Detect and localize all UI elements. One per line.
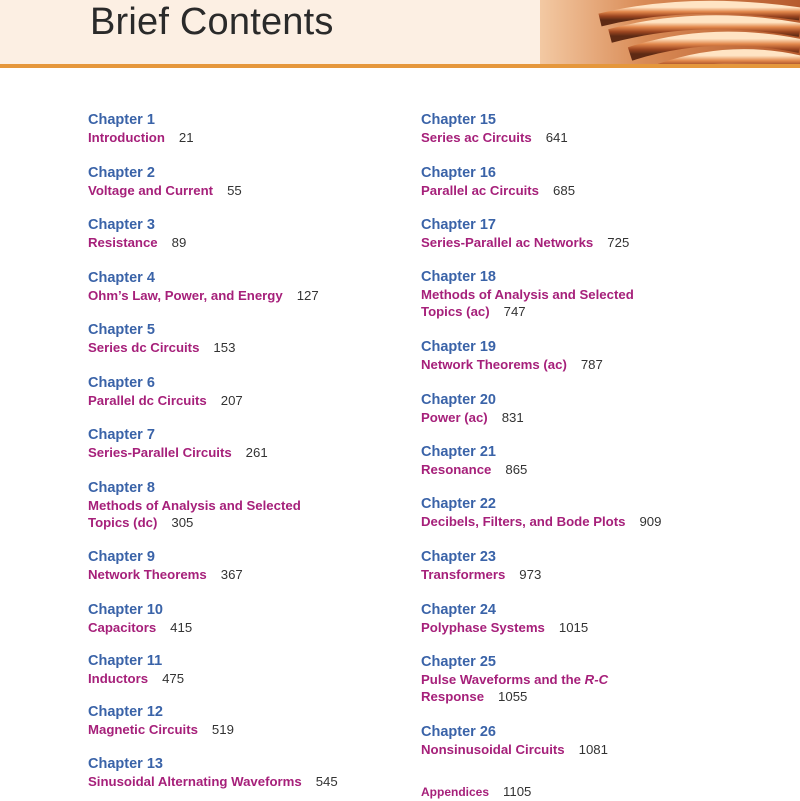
chapter-title: Resistance [88, 235, 158, 250]
chapter-title: Network Theorems [88, 567, 207, 582]
page-number: 865 [505, 462, 528, 477]
toc-entry[interactable] [421, 339, 741, 373]
toc-entry[interactable] [88, 322, 408, 356]
chapter-number: Chapter 19 [421, 339, 496, 355]
chapter-number: Chapter 13 [88, 756, 163, 772]
page-number: 973 [519, 567, 542, 582]
toc-entry[interactable] [88, 653, 408, 687]
chapter-number: Chapter 2 [88, 165, 155, 181]
page-number: 89 [171, 235, 187, 250]
toc-entry[interactable] [421, 602, 741, 636]
toc-entry[interactable] [421, 217, 741, 251]
page-number: 207 [220, 393, 243, 408]
chapter-number: Chapter 10 [88, 602, 163, 618]
chapter-number: Chapter 8 [88, 480, 155, 496]
toc-entry[interactable] [421, 112, 741, 146]
page-number: 1015 [558, 620, 589, 635]
toc-entry[interactable] [88, 375, 408, 409]
chapter-number: Chapter 3 [88, 217, 155, 233]
chapter-title-line [88, 619, 408, 636]
page-number: 475 [162, 671, 185, 686]
chapter-title-line: Methods of Analysis and Selected [88, 498, 301, 513]
toc-entry[interactable] [88, 480, 408, 531]
page-number: 545 [315, 774, 338, 789]
chapter-number: Chapter 6 [88, 375, 155, 391]
toc-entry[interactable] [421, 496, 741, 530]
chapter-title-line [421, 409, 741, 426]
chapter-number: Chapter 26 [421, 724, 496, 740]
chapter-number: Chapter 12 [88, 704, 163, 720]
chapter-title-line [88, 444, 408, 461]
chapter-title-line [421, 129, 741, 146]
toc-entry[interactable] [421, 549, 741, 583]
chapter-title: Sinusoidal Alternating Waveforms [88, 774, 302, 789]
toc-entry[interactable] [88, 704, 408, 738]
chapter-title-line [88, 514, 408, 531]
toc-entry[interactable] [88, 602, 408, 636]
chapter-number: Chapter 15 [421, 112, 496, 128]
chapter-number: Chapter 22 [421, 496, 496, 512]
chapter-title-line [88, 566, 408, 583]
toc-entry[interactable] [88, 112, 408, 146]
header-rule [0, 64, 800, 68]
page-number: 1105 [503, 784, 532, 799]
chapter-title: Power (ac) [421, 410, 488, 425]
chapter-title: Series-Parallel ac Networks [421, 235, 594, 250]
chapter-title-line [421, 234, 741, 251]
chapter-title: Introduction [88, 130, 165, 145]
chapter-number: Chapter 16 [421, 165, 496, 181]
page-number: 305 [171, 515, 194, 530]
toc-entry[interactable] [88, 165, 408, 199]
toc-entry[interactable] [421, 654, 741, 705]
chapter-title-line [421, 566, 741, 583]
chapter-title-line [421, 741, 741, 758]
chapter-title: Voltage and Current [88, 183, 214, 198]
chapter-title-line [421, 688, 741, 705]
chapter-number: Chapter 20 [421, 392, 496, 408]
page-number: 415 [170, 620, 193, 635]
appendices-label: Appendices [421, 785, 490, 799]
copper-coil-photo [540, 0, 800, 64]
page-number: 641 [545, 130, 568, 145]
chapter-title: Topics (dc) [88, 515, 158, 530]
toc-entry[interactable] [88, 756, 408, 790]
page-number: 725 [607, 235, 630, 250]
chapter-number: Chapter 5 [88, 322, 155, 338]
chapter-title-line [421, 461, 741, 478]
page-number: 21 [178, 130, 194, 145]
chapter-title-line [421, 671, 741, 688]
chapter-number: Chapter 18 [421, 269, 496, 285]
chapter-title-line [88, 721, 408, 738]
toc-entry[interactable] [88, 270, 408, 304]
page-number: 831 [501, 410, 524, 425]
toc-entry[interactable] [88, 549, 408, 583]
chapter-title: Decibels, Filters, and Bode Plots [421, 514, 626, 529]
page-number: 127 [296, 288, 319, 303]
chapter-title-line [88, 234, 408, 251]
page-number: 261 [245, 445, 268, 460]
chapter-title: Series-Parallel Circuits [88, 445, 232, 460]
toc-entry[interactable] [421, 269, 741, 320]
chapter-title-line [88, 392, 408, 409]
chapter-title: Polyphase Systems [421, 620, 545, 635]
chapter-title-line [88, 129, 408, 146]
toc-entry[interactable] [421, 165, 741, 199]
page-number: 519 [211, 722, 234, 737]
chapter-title: Resonance [421, 462, 492, 477]
chapter-number: Chapter 23 [421, 549, 496, 565]
chapter-title-line [88, 773, 408, 790]
appendices-line [421, 783, 741, 801]
chapter-number: Chapter 11 [88, 653, 163, 669]
chapter-title-line [421, 303, 741, 320]
chapter-number: Chapter 9 [88, 549, 155, 565]
toc-entry[interactable] [88, 217, 408, 251]
chapter-title: Pulse Waveforms and the [421, 672, 585, 687]
toc-entry[interactable] [421, 392, 741, 426]
toc-entry[interactable] [88, 427, 408, 461]
chapter-title: Capacitors [88, 620, 157, 635]
chapter-title-line: Methods of Analysis and Selected [421, 287, 634, 302]
toc-entry[interactable] [421, 724, 741, 758]
chapter-title-line [88, 182, 408, 199]
page-number: 1055 [498, 689, 528, 704]
page-number: 55 [227, 183, 242, 198]
chapter-title: Transformers [421, 567, 506, 582]
chapter-title: Nonsinusoidal Circuits [421, 742, 565, 757]
chapter-title: Network Theorems (ac) [421, 357, 567, 372]
chapter-title: Series ac Circuits [421, 130, 532, 145]
chapter-title: Inductors [88, 671, 149, 686]
chapter-title-line [421, 182, 741, 199]
chapter-number: Chapter 4 [88, 270, 155, 286]
toc-entry-appendices[interactable] [421, 783, 741, 801]
chapter-title-line [88, 339, 408, 356]
page-number: 367 [220, 567, 243, 582]
page-number: 787 [580, 357, 603, 372]
page-number: 909 [639, 514, 662, 529]
chapter-title: Response [421, 689, 485, 704]
chapter-number: Chapter 25 [421, 654, 496, 670]
page-number: 1081 [578, 742, 608, 757]
chapter-number: Chapter 24 [421, 602, 496, 618]
chapter-title: Series dc Circuits [88, 340, 200, 355]
chapter-title-line [421, 513, 741, 530]
chapter-number: Chapter 21 [421, 444, 496, 460]
chapter-title: Ohm’s Law, Power, and Energy [88, 288, 283, 303]
chapter-number: Chapter 1 [88, 112, 155, 128]
chapter-number: Chapter 7 [88, 427, 155, 443]
chapter-title: Parallel dc Circuits [88, 393, 207, 408]
page-title: Brief Contents [90, 1, 334, 43]
chapter-title: Magnetic Circuits [88, 722, 198, 737]
toc-entry[interactable] [421, 444, 741, 478]
chapter-title: Parallel ac Circuits [421, 183, 540, 198]
chapter-title-line [88, 287, 408, 304]
chapter-title-line [88, 670, 408, 687]
chapter-title-line [421, 619, 741, 636]
chapter-number: Chapter 17 [421, 217, 496, 233]
chapter-title: Topics (ac) [421, 304, 490, 319]
page-number: 747 [503, 304, 526, 319]
page-number: 685 [553, 183, 576, 198]
page-number: 153 [213, 340, 236, 355]
chapter-title-italic: R-C [584, 672, 609, 687]
chapter-title-line [421, 356, 741, 373]
